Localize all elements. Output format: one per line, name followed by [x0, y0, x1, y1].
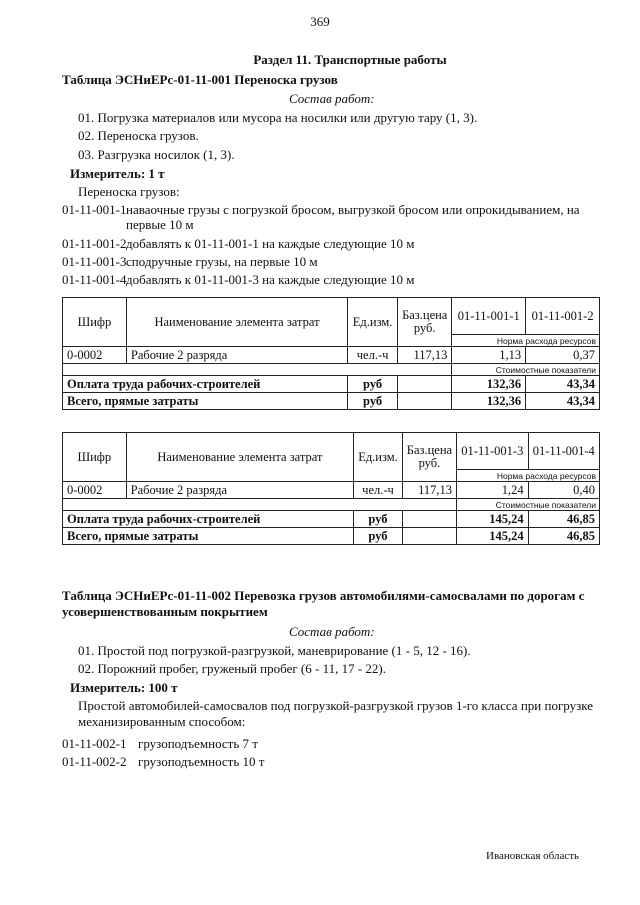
- header-unit: Ед.изм.: [354, 433, 403, 482]
- header-col-2: 01-11-001-4: [528, 433, 599, 470]
- resource-value-2: 0,40: [528, 482, 599, 499]
- row-value-1: 145,24: [457, 528, 529, 545]
- table2-item-2: [62, 754, 602, 770]
- row-unit: руб: [354, 528, 403, 545]
- item-code: 01-11-001-2: [62, 236, 127, 251]
- table1-composition-3: 03. Разгрузка носилок (1, 3).: [78, 147, 235, 162]
- header-code: Шифр: [63, 298, 127, 347]
- row-value-1: 132,36: [452, 376, 526, 393]
- table1-meter: Измеритель: 1 т: [70, 166, 165, 181]
- table2-meter: Измеритель: 100 т: [70, 680, 178, 695]
- header-col-2: 01-11-001-2: [526, 298, 600, 335]
- table2-intro: Простой автомобилей-самосвалов под погрузкой-разгрузкой грузов 1-го класса при погрузке механизированным способом:: [78, 698, 594, 729]
- row-value-1: 145,24: [457, 511, 529, 528]
- row-value-1: 132,36: [452, 393, 526, 410]
- page-number: 369: [310, 14, 330, 29]
- table1-composition-heading: Состав работ:: [289, 91, 375, 106]
- item-text: добавлять к 01-11-001-1 на каждые следующие 10 м: [126, 236, 415, 251]
- table-row: [63, 393, 600, 410]
- row-name: Оплата труда рабочих-строителей: [63, 376, 348, 393]
- row-unit: руб: [348, 393, 398, 410]
- row-value-2: 43,34: [526, 393, 600, 410]
- header-code: Шифр: [63, 433, 127, 482]
- norm-label: Норма расхода ресурсов: [452, 335, 600, 347]
- table-row: [63, 511, 600, 528]
- row-value-2: 43,34: [526, 376, 600, 393]
- header-price: Баз.цена руб.: [398, 298, 452, 347]
- item-text: грузоподъемность 7 т: [138, 736, 258, 751]
- header-col-1: 01-11-001-1: [452, 298, 526, 335]
- row-unit: руб: [348, 376, 398, 393]
- resource-code: 0-0002: [63, 347, 127, 364]
- cost-label: Стоимостные показатели: [452, 364, 600, 376]
- item-text: грузоподъемность 10 т: [138, 754, 265, 769]
- table1-title: Таблица ЭСНиЕРс-01-11-001 Переноска грузов: [62, 72, 338, 87]
- header-price: Баз.цена руб.: [402, 433, 456, 482]
- item-code: 01-11-001-4: [62, 272, 127, 287]
- row-name: Оплата труда рабочих-строителей: [63, 511, 354, 528]
- resource-name: Рабочие 2 разряда: [126, 482, 354, 499]
- table2-title: Таблица ЭСНиЕРс-01-11-002 Перевозка грузов автомобилями-самосвалами по дорогам с усовершенствованным покрытием: [62, 588, 585, 619]
- item-code: 01-11-002-1: [62, 736, 127, 751]
- resource-price: 117,13: [398, 347, 452, 364]
- table1-item-4: [62, 272, 602, 288]
- resource-code: 0-0002: [63, 482, 127, 499]
- row-value-2: 46,85: [528, 528, 599, 545]
- row-value-2: 46,85: [528, 511, 599, 528]
- header-name: Наименование элемента затрат: [126, 433, 354, 482]
- cost-label: Стоимостные показатели: [457, 499, 600, 511]
- item-text: наваочные грузы с погрузкой бросом, выгрузкой бросом или опрокидыванием, на первые 10 м: [126, 202, 580, 232]
- table1-item-3: [62, 254, 602, 270]
- resource-value-2: 0,37: [526, 347, 600, 364]
- item-text: сподручные грузы, на первые 10 м: [126, 254, 318, 269]
- table-row: [63, 482, 600, 499]
- resource-table-2: [62, 432, 600, 545]
- table2-composition-2: 02. Порожний пробег, груженый пробег (6 - 11, 17 - 22).: [78, 661, 387, 676]
- header-name: Наименование элемента затрат: [126, 298, 347, 347]
- table1-item-2: [62, 236, 602, 252]
- row-name: Всего, прямые затраты: [63, 393, 348, 410]
- header-unit: Ед.изм.: [348, 298, 398, 347]
- table1-composition-2: 02. Переноска грузов.: [78, 128, 199, 143]
- resource-unit: чел.-ч: [354, 482, 403, 499]
- resource-unit: чел.-ч: [348, 347, 398, 364]
- table1-item-1: [62, 202, 602, 234]
- table-row: [63, 528, 600, 545]
- section-title: Раздел 11. Транспортные работы: [253, 52, 447, 67]
- table2-composition-heading: Состав работ:: [289, 624, 375, 639]
- row-name: Всего, прямые затраты: [63, 528, 354, 545]
- resource-value-1: 1,24: [457, 482, 529, 499]
- resource-name: Рабочие 2 разряда: [126, 347, 347, 364]
- footer-region: Ивановская область: [486, 850, 580, 862]
- resource-value-1: 1,13: [452, 347, 526, 364]
- item-code: 01-11-002-2: [62, 754, 127, 769]
- norm-label: Норма расхода ресурсов: [457, 470, 600, 482]
- table1-composition-1: 01. Погрузка материалов или мусора на носилки или другую тару (1, 3).: [78, 110, 478, 125]
- item-text: добавлять к 01-11-001-3 на каждые следующие 10 м: [126, 272, 415, 287]
- table2-item-1: [62, 736, 602, 752]
- resource-price: 117,13: [402, 482, 456, 499]
- table-row: [63, 347, 600, 364]
- item-code: 01-11-001-1: [62, 202, 127, 217]
- row-unit: руб: [354, 511, 403, 528]
- table-row: [63, 376, 600, 393]
- item-code: 01-11-001-3: [62, 254, 127, 269]
- resource-table-1: [62, 297, 600, 410]
- table2-composition-1: 01. Простой под погрузкой-разгрузкой, маневрирование (1 - 5, 12 - 16).: [78, 643, 471, 658]
- table1-intro: Переноска грузов:: [78, 184, 180, 199]
- header-col-1: 01-11-001-3: [457, 433, 529, 470]
